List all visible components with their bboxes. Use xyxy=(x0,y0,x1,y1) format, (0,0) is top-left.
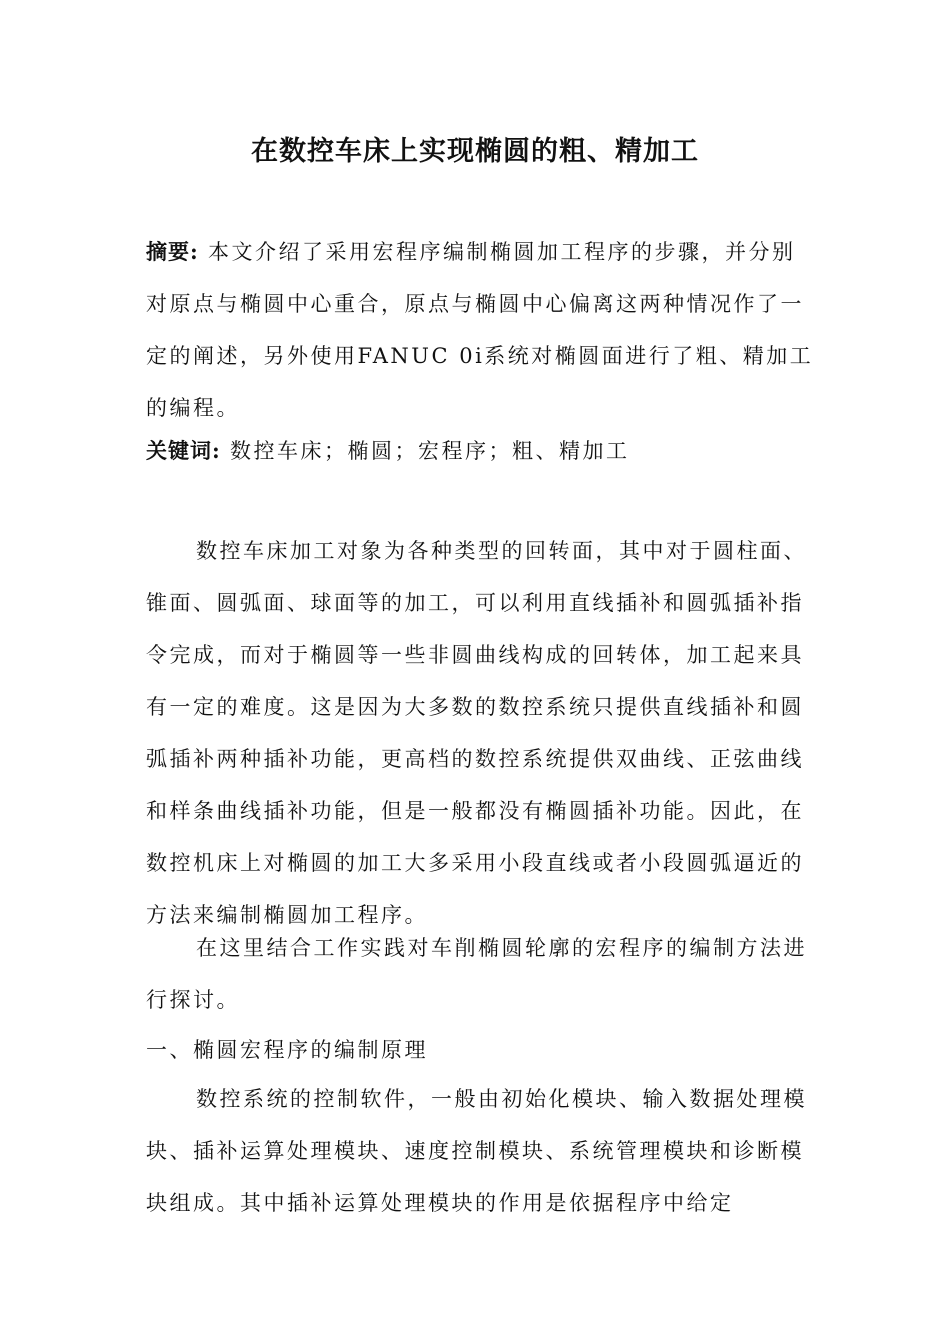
keywords-label: 关键词: xyxy=(146,438,221,463)
section-heading: 一、椭圆宏程序的编制原理 xyxy=(146,1038,428,1062)
section-paragraph: 数控系统的控制软件，一般由初始化模块、输入数据处理模块、插补运算处理模块、速度控制模块、系统管理模块和诊断模块组成。其中插补运算处理模块的作用是依据程序中给定 xyxy=(146,1087,807,1215)
body-paragraph-discussion: 在这里结合工作实践对车削椭圆轮廓的宏程序的编制方法进行探讨。 xyxy=(146,936,807,1012)
keywords xyxy=(146,425,818,477)
document-title: 在数控车床上实现椭圆的粗、精加工 xyxy=(251,136,699,167)
keywords-text: 数控车床；椭圆；宏程序；粗、精加工 xyxy=(229,439,630,463)
abstract-text: 本文介绍了采用宏程序编制椭圆加工程序的步骤，并分别对原点与椭圆中心重合，原点与椭圆中心偏离这两种情况作了一定的阐述，另外使用FANUC 0i系统对椭圆面进行了粗、精加工的编程。 xyxy=(146,240,814,420)
abstract xyxy=(146,226,818,434)
body-paragraph-intro: 数控车床加工对象为各种类型的回转面，其中对于圆柱面、锥面、圆弧面、球面等的加工，可以利用直线插补和圆弧插补指令完成，而对于椭圆等一些非圆曲线构成的回转体，加工起来具有一定的难度。这是因为大多数的数控系统只提供直线插补和圆弧插补两种插补功能，更高档的数控系统提供双曲线、正弦曲线和样条曲线插补功能，但是一般都没有椭圆插补功能。因此，在数控机床上对椭圆的加工大多采用小段直线或者小段圆弧逼近的方法来编制椭圆加工程序。 xyxy=(146,539,807,927)
abstract-label: 摘要: xyxy=(146,239,199,264)
